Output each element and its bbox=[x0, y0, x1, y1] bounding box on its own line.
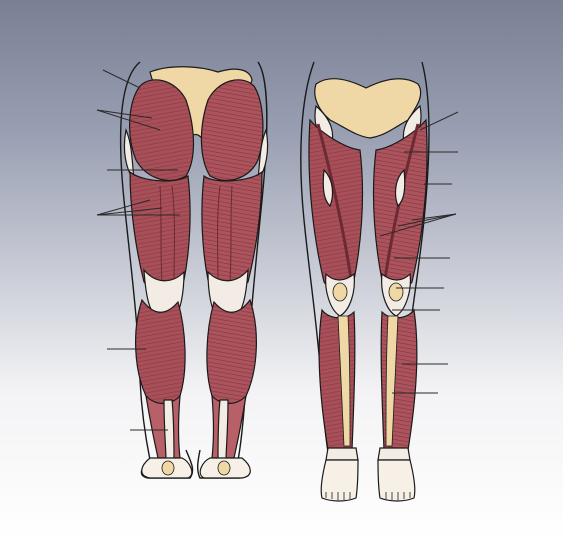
posterior-left-heel-bone bbox=[162, 461, 174, 475]
anterior-leg-muscles-icon bbox=[301, 62, 429, 501]
anterior-right-ankle bbox=[378, 448, 410, 460]
label-line bbox=[103, 70, 140, 88]
anterior-right-foot bbox=[378, 460, 415, 501]
posterior-right-gluteus bbox=[201, 80, 263, 181]
posterior-right-lower-leg bbox=[212, 396, 246, 458]
posterior-right-heel-bone bbox=[218, 461, 230, 475]
posterior-right-calf bbox=[207, 300, 256, 407]
anterior-left-foot bbox=[321, 460, 358, 501]
anterior-right-patella bbox=[389, 283, 403, 301]
posterior-left-calf bbox=[136, 300, 185, 407]
posterior-right-achilles bbox=[218, 400, 228, 460]
anterior-left-patella bbox=[333, 283, 347, 301]
anterior-left-ankle bbox=[326, 448, 358, 460]
posterior-left-lower-leg bbox=[146, 396, 180, 458]
